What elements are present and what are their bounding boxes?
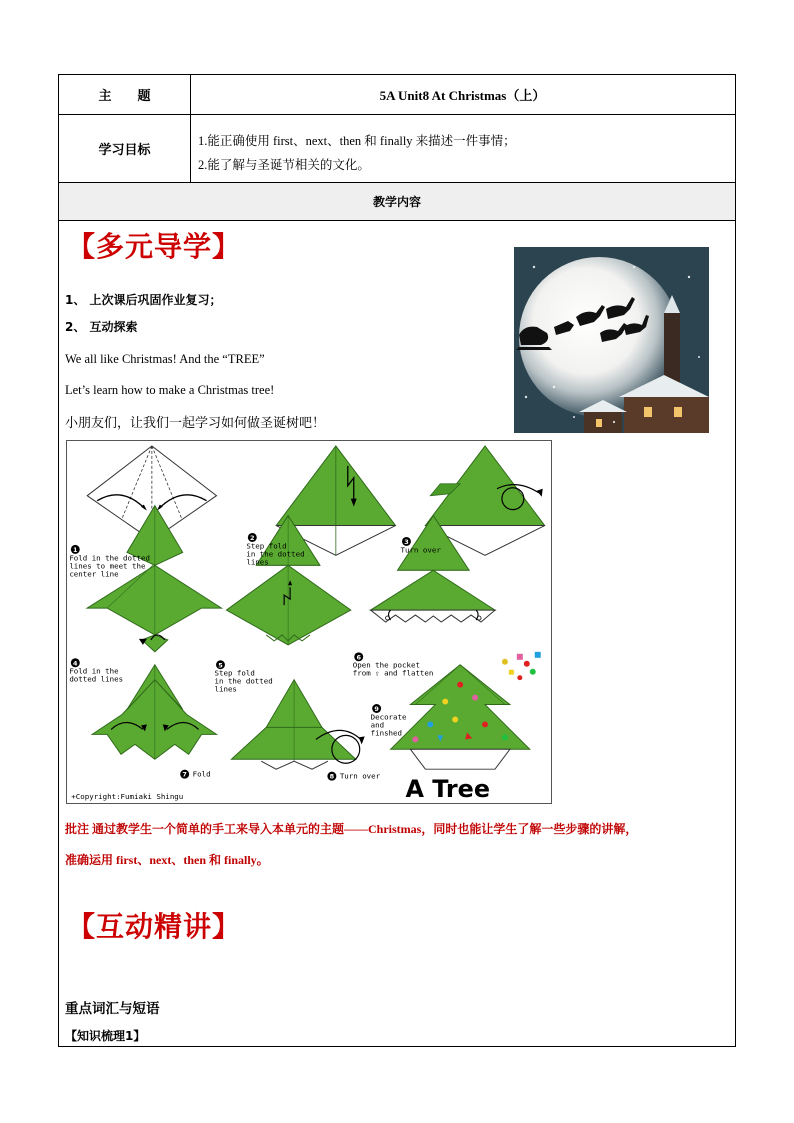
step-9-caption: finshed: [370, 728, 403, 738]
lesson-table: [58, 74, 736, 1047]
step-2-number: 2: [250, 533, 255, 542]
christmas-moon-photo: [514, 247, 709, 433]
step-5-caption: lines: [214, 684, 237, 694]
step-1-number: 1: [73, 545, 78, 554]
goals-row: [59, 115, 735, 183]
origami-tree-diagram: [66, 440, 552, 804]
topic-value: 5A Unit8 At Christmas（上）: [379, 88, 546, 103]
step-4-caption: Fold in the: [69, 666, 119, 676]
step-2-caption: Step fold: [246, 541, 287, 551]
topic-label: 主 题: [59, 75, 191, 114]
line-3: 小朋友们，让我们一起学习如何做圣诞树吧！: [65, 416, 326, 431]
step-9-caption: and: [370, 720, 385, 730]
section2-heading: 【互动精讲】: [67, 910, 242, 943]
step-5-number: 5: [218, 661, 223, 670]
step-1-caption: lines to meet the: [69, 561, 146, 571]
line-1: We all like Christmas! And the “TREE”: [65, 352, 265, 366]
topic-row: [59, 75, 735, 115]
step-5-caption: in the dotted: [214, 676, 273, 686]
step-6-caption: from ⇧ and flatten: [352, 668, 434, 678]
item-1: 1、 上次课后巩固作业复习；: [65, 293, 222, 307]
step-5-caption: Step fold: [214, 668, 255, 678]
diagram-copyright: +Copyright:Fumiaki Shingu: [71, 792, 184, 802]
note-line-1: 批注 通过教学生一个简单的手工来导入本单元的主题——Christmas，同时也能让学生了解一些步骤的讲解，: [65, 822, 638, 836]
content-label: 教学内容: [372, 195, 421, 209]
knowledge-label: 【知识梳理1】: [65, 1029, 146, 1043]
step-4-number: 4: [73, 659, 78, 668]
step-9-number: 9: [374, 705, 379, 714]
step-8-caption: Turn over: [339, 771, 381, 781]
step-8-number: 8: [329, 772, 335, 781]
note-line-2: 准确运用 first、next、then 和 finally。: [65, 853, 269, 867]
step-6-caption: Open the pocket: [352, 660, 420, 670]
goals-label: 学习目标: [59, 115, 191, 182]
step-7-number: 7: [182, 770, 187, 779]
section1-heading: 【多元导学】: [67, 230, 242, 263]
goal-2: 2.能了解与圣诞节相关的文化。: [198, 158, 370, 172]
item-2: 2、 互动探索: [65, 320, 138, 334]
content-header-row: [59, 183, 735, 221]
step-7-caption: Fold: [192, 769, 211, 779]
step-8-figure: [231, 680, 364, 770]
goal-1: 1.能正确使用 first、next、then 和 finally 来描述一件事情；: [198, 134, 516, 148]
step-4-caption: dotted lines: [69, 674, 124, 684]
step-3-caption: Turn over: [400, 545, 441, 555]
step-4-figure: [87, 506, 221, 652]
step-2-caption: lines: [246, 557, 269, 567]
step-6-number: 6: [356, 653, 361, 662]
step-2-caption: in the dotted: [246, 549, 305, 559]
step-9-caption: Decorate: [370, 712, 407, 722]
line-2: Let’s learn how to make a Christmas tree!: [65, 383, 275, 397]
vocab-subheading: 重点词汇与短语: [65, 1001, 160, 1017]
step-1-caption: center line: [69, 569, 119, 579]
step-1-caption: Fold in the dotted: [69, 553, 150, 563]
diagram-big-title: A Tree: [405, 775, 491, 804]
step-3-number: 3: [404, 537, 409, 546]
